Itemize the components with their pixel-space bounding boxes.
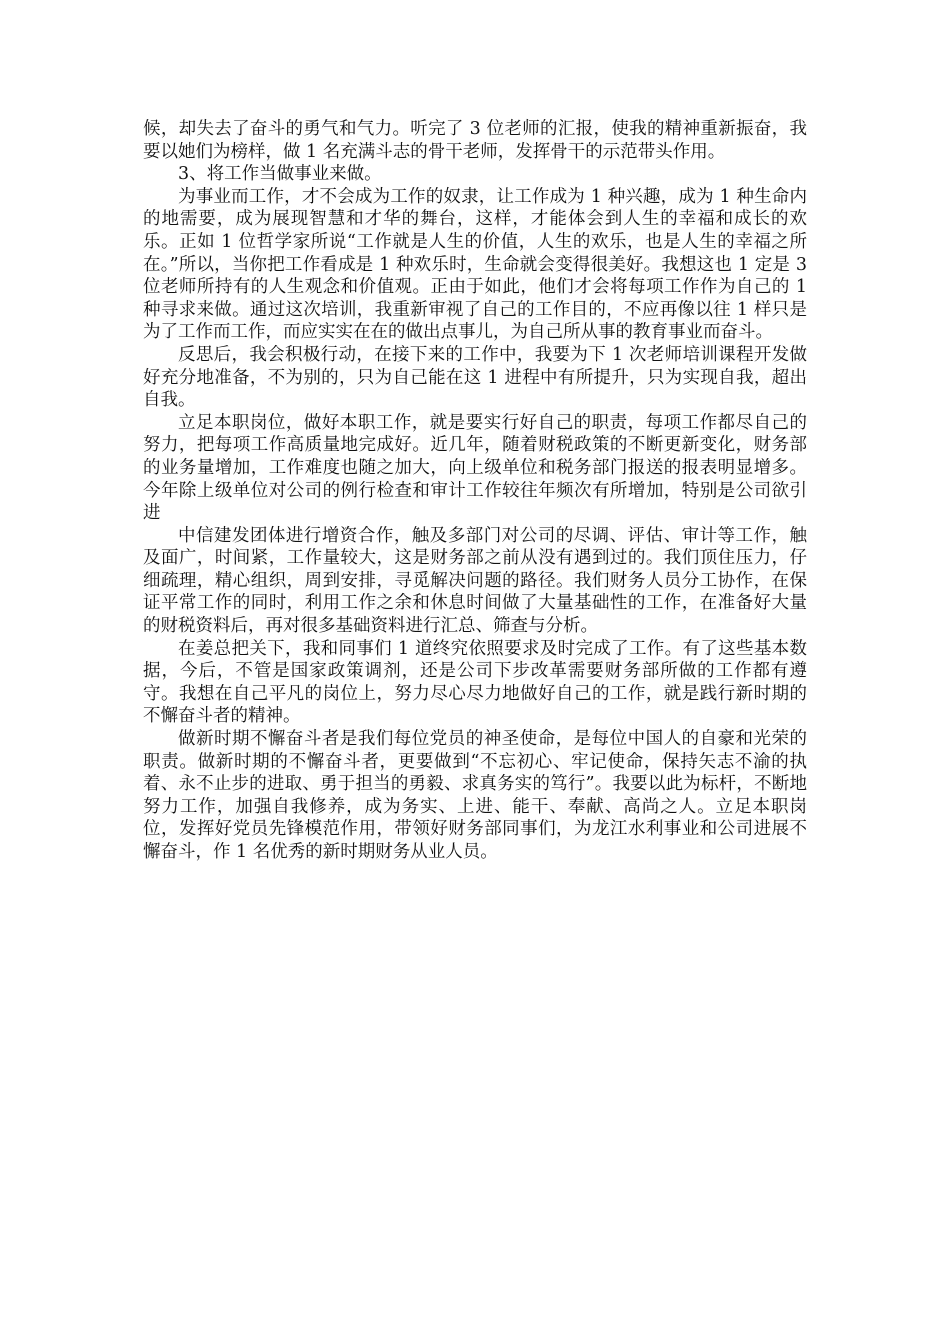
paragraph-5: 立足本职岗位，做好本职工作，就是要实行好自己的职责，每项工作都尽自己的努力，把每项工作高质量地完成好。近几年，随着财税政策的不断更新变化，财务部的业务量增加，工作难度也随之加大，向上级单位和税务部门报送的报表明显增多。今年除上级单位对公司的例行检查和审计工作较往年频次有所增加，特别是公司欲引进 [143,412,807,524]
paragraph-4: 反思后，我会积极行动，在接下来的工作中，我要为下 1 次老师培训课程开发做好充分地准备，不为别的，只为自己能在这 1 进程中有所提升，只为实现自我，超出自我。 [143,344,807,411]
paragraph-2: 3、将工作当做事业来做。 [178,164,382,185]
paragraph-7: 在姜总把关下，我和同事们 1 道终究依照要求及时完成了工作。有了这些基本数据，今后，不管是国家政策调剂，还是公司下步改革需要财务部所做的工作都有遵守。我想在自己平凡的岗位上，努力尽心尽力地做好自己的工作，就是践行新时期的不懈奋斗者的精神。 [143,638,807,727]
document-body [143,118,807,864]
paragraph-1: 候，却失去了奋斗的勇气和气力。听完了 3 位老师的汇报，使我的精神重新振奋，我要以她们为榜样，做 1 名充满斗志的骨干老师，发挥骨干的示范带头作用。 [143,119,807,162]
paragraph-3: 为事业而工作，才不会成为工作的奴隶，让工作成为 1 种兴趣，成为 1 种生命内的地需要，成为展现智慧和才华的舞台，这样，才能体会到人生的幸福和成长的欢乐。正如 1 位哲学家所说“工作就是人生的价值，人生的欢乐，也是人生的幸福之所在。”所以，当你把工作看成是 1 种欢乐时，生命就会变得很美好。我想这也 1 定是 3 位老师所持有的人生观念和价值观。正由于如此，他们才会将每项工作作为自己的 1 种寻求来做。通过这次培训，我重新审视了自己的工作目的，不应再像以往 1 样只是为了工作而工作，而应实实在在的做出点事儿，为自己所从事的教育事业而奋斗。 [143,186,807,343]
paragraph-8: 做新时期不懈奋斗者是我们每位党员的神圣使命，是每位中国人的自豪和光荣的职责。做新时期的不懈奋斗者，更要做到“不忘初心、牢记使命，保持矢志不渝的执着、永不止步的进取、勇于担当的勇毅、求真务实的笃行”。我要以此为标杆，不断地努力工作，加强自我修养，成为务实、上进、能干、奉献、高尚之人。立足本职岗位，发挥好党员先锋模范作用，带领好财务部同事们，为龙江水利事业和公司进展不懈奋斗，作 1 名优秀的新时期财务从业人员。 [143,729,807,862]
paragraph-6: 中信建发团体进行增资合作，触及多部门对公司的尽调、评估、审计等工作，触及面广，时间紧，工作量较大，这是财务部之前从没有遇到过的。我们顶住压力，仔细疏理，精心组织，周到安排，寻觅解决问题的路径。我们财务人员分工协作，在保证平常工作的同时，利用工作之余和休息时间做了大量基础性的工作，在准备好大量的财税资料后，再对很多基础资料进行汇总、筛查与分析。 [143,525,807,637]
